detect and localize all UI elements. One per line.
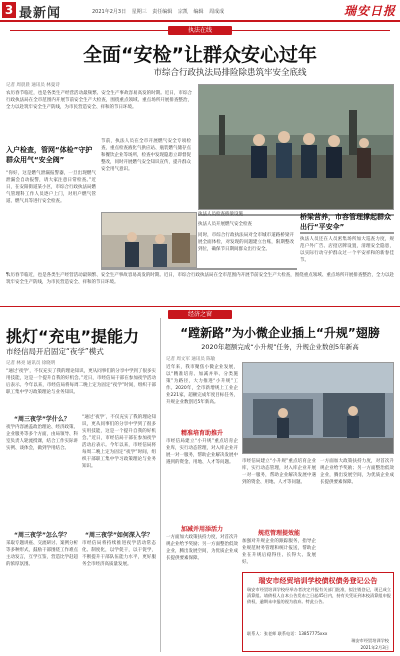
section-banner-top: 执法在线 bbox=[168, 26, 232, 35]
factory-photo bbox=[242, 362, 394, 454]
notice-title: 瑞安市经贸培训学校债权债务登记公告 bbox=[258, 577, 378, 585]
top-body-col4: 执法人员还在人员密集场所加大巡查力度，规范户外广告、店招店牌设置，清理安全隐患，以实际行动守护群众过一个平安祥和的新春佳节。 bbox=[300, 237, 394, 263]
bottom-left-byline: 记者 林亮 通讯员 徐晓明 bbox=[6, 361, 56, 366]
bottom-left-col2-body: “通过‘夜学’，不仅充实了我的理论知识，更从同事们的分享中学到了很多实用技能，这是一个提升自我的好机会。”近日，市经信局干部在参加夜学活动后表示。今年以来，市经信局将每周二晚上定为固定“夜学”时间，组织干部职工集中学习政策理论与业务知识。 bbox=[82, 415, 156, 469]
photo-caption-left: 执法人员开展燃气安全检查 bbox=[198, 222, 252, 227]
notice-date: 2021年2月3日 bbox=[360, 645, 389, 650]
section-divider bbox=[0, 306, 400, 307]
photo-caption-right: 执法人员检查桥梁设施 bbox=[198, 212, 243, 217]
top-photo-right bbox=[198, 84, 394, 210]
bottom-right-col3-body: 一方面加大政策扶持力度，对首次升规企业给予奖励；另一方面整治低效企业，腾出发展空间，为优质企业成长提供要素保障。 bbox=[320, 459, 394, 485]
top-body-col2: 节前，执法人员在全市开展燃气安全专项检查，重点检查液化气供应站、瓶装燃气储存点和餐饮企业等场所，检查中发现隐患立即督促整改，同时开展燃气安全知识宣传，提升群众安全用气意识。 bbox=[101, 139, 191, 172]
top-lead-paragraph: 农历春节临近，也是各类生产经营活动最频繁、安全生产事故容易高发的时期。近日，市综合行政执法局在全市范围内开展节前安全生产大检查，围绕重点领域、重点场所开展排查整治，全力以赴筑牢安全生产防线，为市民营造安全、祥和的节日环境。 bbox=[6, 91, 192, 110]
spacer bbox=[101, 268, 297, 270]
bottom-left-lead: “通过‘夜学’，不仅充实了我的理论知识，更从同事们的分享中学到了很多实用技能，这是一个提升自我的好机会。”近日，市经信局干部在参加夜学活动后表示。今年以来，市经信局将每周二晚上定为固定“夜学”时间，组织干部职工集中学习政策理论与业务知识。 bbox=[6, 369, 156, 395]
designer-label: 编辑 bbox=[193, 9, 204, 15]
bottom-left-q3-body: 市经信局将持续推进夜学活动常态化、制度化，以学促干，以干促学，不断提升干部队伍能力水平，更好服务全市经济高质量发展。 bbox=[82, 541, 156, 567]
top-byline: 记者 周晨晨 通讯员 林曼诗 bbox=[6, 83, 60, 88]
top-body-col3: 同时，市综合行政执法局对全市城市道路桥梁开展全面体检，对发现的问题建立台账，限期整改到位，确保节日期间群众出行安全。 bbox=[198, 233, 294, 252]
bottom-right-col2-body: 市经信局建立“小升规”重点培育企业库，实行动态管理，对入库企业开展一对一服务，帮助企业解决发展中遇到的资金、用地、人才等问题。 bbox=[242, 459, 316, 485]
bottom-right-section1-title: 精准培育助推升 bbox=[180, 430, 223, 437]
top-section2-title: 桥梁营养，市容管理撑起群众出行“平安伞” bbox=[300, 213, 391, 231]
top-section1-title: 入户检查，管网“体检”守护群众用气“安全阀” bbox=[6, 146, 93, 164]
bottom-right-section1-body: 市经信局建立“小升规”重点培育企业库，实行动态管理，对入库企业开展一对一服务，帮助企业解决发展中遇到的资金、用地、人才等问题。 bbox=[166, 439, 238, 465]
weekday: 星期三 bbox=[131, 9, 147, 15]
section-title: 最新闻 bbox=[19, 6, 62, 21]
masthead bbox=[0, 0, 400, 22]
top-photo-left bbox=[101, 212, 197, 268]
newspaper-logo: 瑞安日报 bbox=[343, 4, 396, 18]
bottom-right-lead: 近年来，我市聚焦小微企业发展，以“精准培育、加减并举、分类施策”为路径，大力推进“小升规”工作。2020年，全市新增规上工业企业221家，超额完成年度目标任务，升规企业数创近5年新高。 bbox=[166, 365, 238, 405]
issue-date: 2021年2月3日 bbox=[92, 9, 127, 15]
top-body-continued: 农历春节临近，也是各类生产经营活动最频繁、安全生产事故容易高发的时期。近日，市综合行政执法局在全市范围内开展节前安全生产大检查，围绕重点领域、重点场所开展排查整治，全力以赴筑牢安全生产防线，为市民营造安全、祥和的节日环境。 bbox=[6, 273, 394, 285]
editor-label: 责任编辑 bbox=[152, 9, 173, 15]
column-divider bbox=[160, 318, 161, 652]
notice-body: 瑞安市经贸培训学校经举办者决定并报有关部门批准，拟注销登记，现已成立清算组。请债权人自本公告发布之日起45日内，持有关凭证到本校清算组申报债权，逾期未申报的视为放弃。特此公告。 bbox=[247, 587, 391, 604]
bottom-right-section3-body: 加强对升规企业的跟踪服务，指导企业规范财务管理和统计报送，帮助企业在升规后稳得住、长得大、发展好。 bbox=[242, 539, 316, 565]
designer-name: 周成成 bbox=[209, 9, 225, 15]
top-subhead: 市综合行政执法局排险除患筑牢安全底线 bbox=[153, 68, 307, 78]
bottom-right-section2-body: 一方面加大政策扶持力度，对首次升规企业给予奖励；另一方面整治低效企业，腾出发展空间，为优质企业成长提供要素保障。 bbox=[166, 535, 238, 561]
bottom-right-section2-title: 加减并用添活力 bbox=[180, 526, 223, 533]
bottom-left-q3-title: “周三夜学”如何深入学？ bbox=[85, 532, 153, 539]
page-number: 3 bbox=[2, 2, 16, 18]
bottom-left-q1-body: 夜学内容涵盖政治理论、经济政策、企业服务等多个方面，由局领导、科室负责人轮流授课，结合工作实际讲实例、谈体会，做到学用结合。 bbox=[6, 425, 78, 451]
factory-workers-photo bbox=[243, 363, 394, 454]
editor-name: 宗凯 bbox=[177, 9, 188, 15]
bottom-left-headline: 挑灯“充电”提能力 bbox=[6, 327, 140, 346]
notice-signature: 瑞安市经贸培训学校 bbox=[351, 638, 389, 643]
bottom-right-headline: “蹚新路”为小微企业插上“升规”翅膀 bbox=[180, 326, 380, 340]
bottom-left-q1-title: “周三夜学”学什么？ bbox=[14, 416, 70, 423]
top-body-col1: “你好，这是燃气泄漏报警器，一旦出现燃气泄漏会自动报警，请大家注意日常检查。”近日，在安阳街道某小区，市综合行政执法局燃气管理科工作人员逐户上门，对用户燃气管道、燃气具等进行安全检查。 bbox=[6, 171, 96, 204]
public-notice bbox=[242, 572, 394, 652]
bottom-left-subhead: 市经信局开启固定“夜学”模式 bbox=[6, 347, 104, 356]
bottom-right-byline: 记者 周文军 通讯员 陈敏 bbox=[166, 357, 216, 362]
gas-check-photo bbox=[102, 213, 197, 268]
section-banner-bottom: 经济之窗 bbox=[168, 310, 232, 319]
spacer-4 bbox=[300, 232, 394, 234]
notice-contact: 联系人：张老师 联系电话：13857775xxx bbox=[247, 631, 328, 636]
inspection-scene-photo bbox=[199, 85, 394, 210]
masthead-meta bbox=[92, 8, 228, 15]
top-headline: 全面“安检”让群众安心过年 bbox=[83, 44, 317, 66]
bottom-right-section3-title: 规范管理提效能 bbox=[257, 530, 300, 537]
bottom-right-subhead: 2020年超额完成“小升规”任务，升规企业数创5年新高 bbox=[201, 343, 359, 351]
bottom-left-q2-title: “周三夜学”怎么学？ bbox=[14, 532, 70, 539]
bottom-left-q2-body: 采取专题讲座、交流研讨、案例分析等多种形式，鼓励干部围绕工作难点主动发言，互学互鉴，营造比学赶超的浓厚氛围。 bbox=[6, 541, 78, 567]
